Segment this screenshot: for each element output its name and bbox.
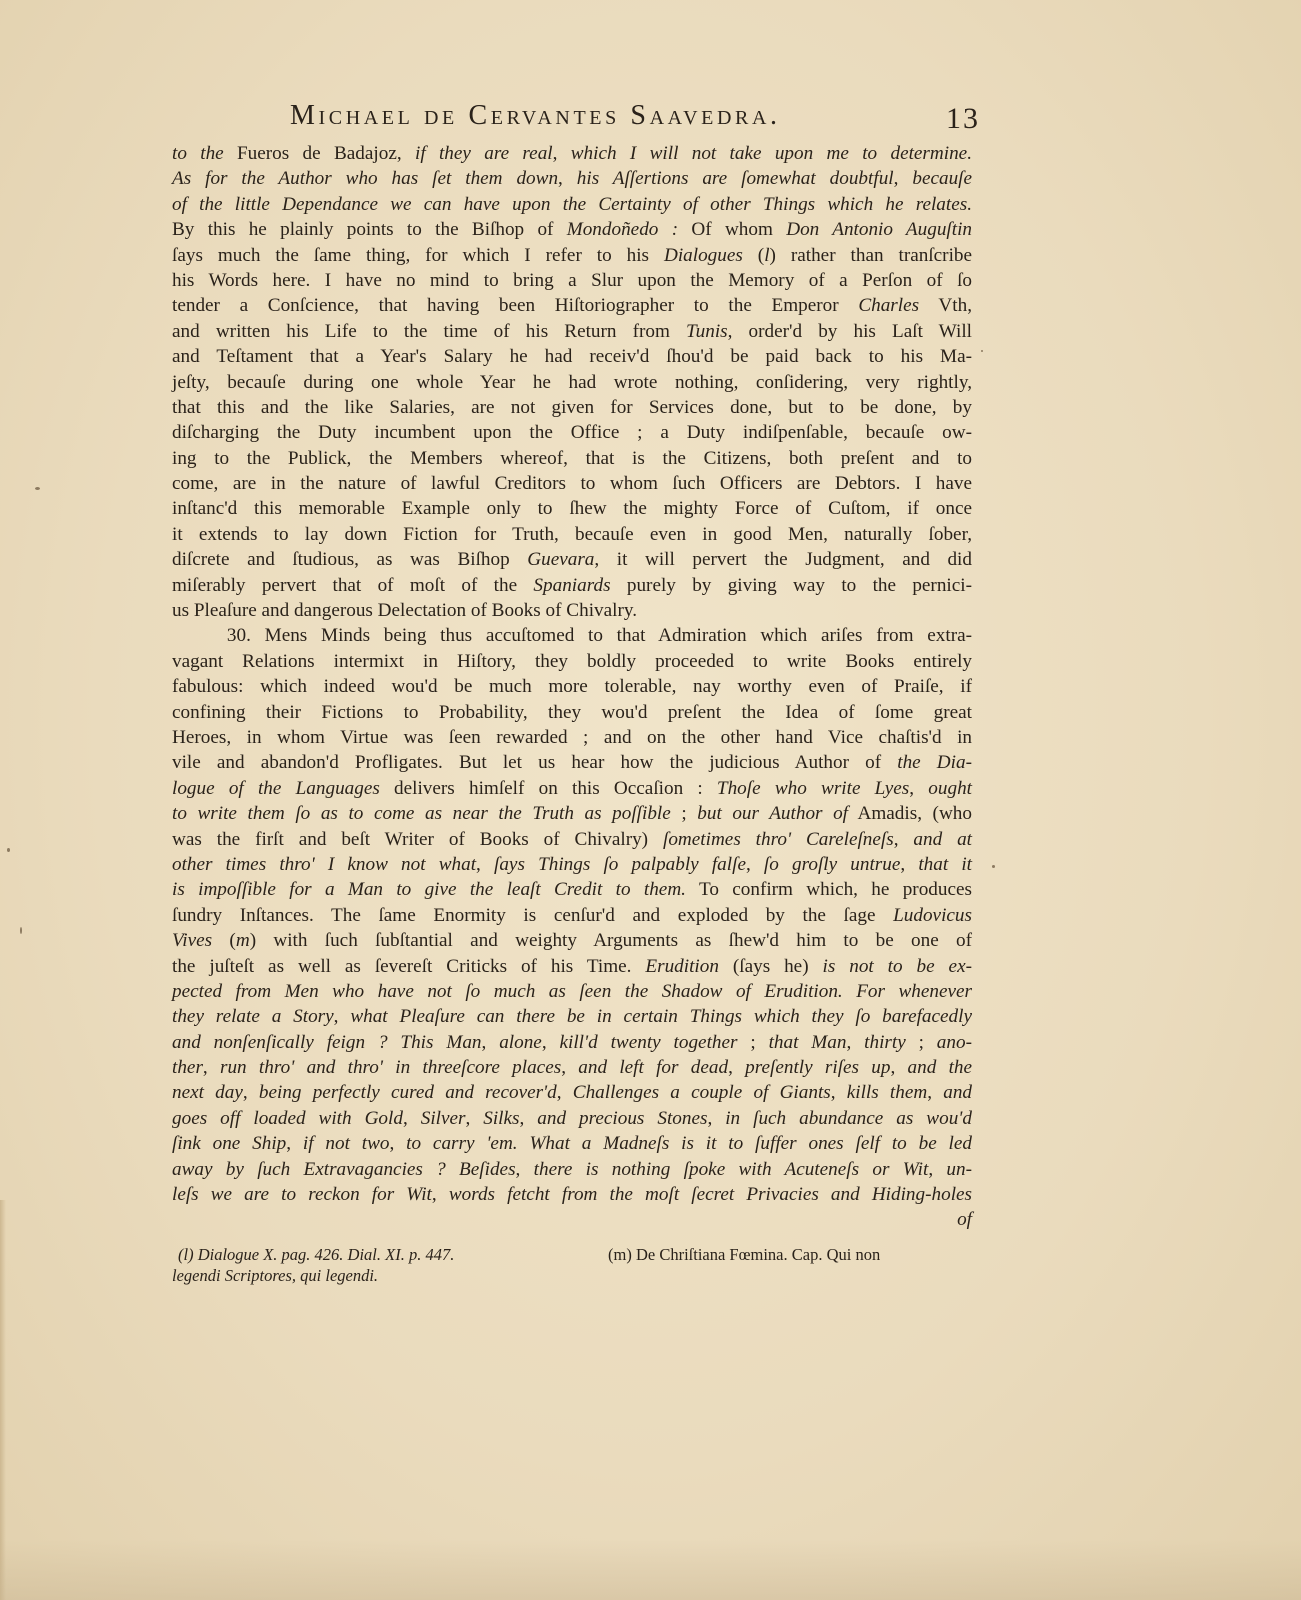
text-line: pected from Men who have not ſo much as ſeen the Shadow of Erudition. For whenever: [172, 980, 972, 1002]
text-line: the juſteſt as well as ſevereſt Criticks of his Time. Erudition (ſays he) is not to be ex-: [172, 955, 972, 977]
paper-speck: [992, 865, 995, 868]
text-line: and Teſtament that a Year's Salary he had receiv'd ſhou'd be paid back to his Ma-: [172, 346, 972, 368]
text-line: of the little Dependance we can have upon the Certainty of other Things which he relates.: [172, 193, 972, 215]
text-line: 30. Mens Minds being thus accuſtomed to that Admiration which ariſes from extra-: [172, 625, 972, 647]
running-title: Michael de Cervantes Saavedra.: [290, 100, 781, 131]
text-line: confining their Fictions to Probability, they wou'd preſent the Idea of ſome great: [172, 701, 972, 723]
text-line: vile and abandon'd Profligates. But let us hear how the judicious Author of the Dia-: [172, 752, 972, 774]
text-line: ing to the Publick, the Members whereof, that is the Citizens, both preſent and to: [172, 447, 972, 469]
text-line: miſerably pervert that of moſt of the Spaniards purely by giving way to the pernici-: [172, 574, 972, 596]
text-line: Vives (m) with ſuch ſubſtantial and weighty Arguments as ſhew'd him to be one of: [172, 930, 973, 952]
text-line: to the Fueros de Badajoz, if they are real, which I will not take upon me to determine.: [172, 143, 972, 164]
page-bottom-shadow: [0, 1540, 1301, 1600]
text-line: his Words here. I have no mind to bring a Slur upon the Memory of a Perſon of ſo: [172, 269, 972, 291]
text-line: ſays much the ſame thing, for which I refer to his Dialogues (l) rather than tranſcribe: [172, 244, 973, 266]
text-line: diſcharging the Duty incumbent upon the Office ; a Duty indiſpenſable, becauſe ow-: [172, 422, 972, 444]
text-line: As for the Author who has ſet them down, his Aſſertions are ſomewhat doubtful, becauſe: [172, 168, 973, 190]
text-line: and written his Life to the time of his Return from Tunis, order'd by his Laſt Will: [172, 320, 973, 342]
text-line: ther, run thro' and thro' in threeſcore places, and left for dead, preſently riſes up, and the: [172, 1057, 973, 1079]
footnote-m: (m) De Chriſtiana Fœmina. Cap. Qui non: [608, 1245, 881, 1264]
text-line: that this and the like Salaries, are not given for Services done, but to be done, by: [172, 396, 972, 418]
text-line: inſtanc'd this memorable Example only to ſhew the mighty Force of Cuſtom, if once: [172, 498, 972, 520]
footnotes: [172, 1244, 972, 1285]
text-line: was the firſt and beſt Writer of Books of Chivalry) ſometimes thro' Careleſneſs, and at: [172, 828, 973, 850]
text-line: vagant Relations intermixt in Hiſtory, they boldly proceeded to write Books entirely: [172, 650, 972, 672]
text-line: fabulous: which indeed wou'd be much more tolerable, nay worthy even of Praiſe, if: [172, 676, 972, 698]
paper-speck: [20, 927, 22, 934]
text-line: next day, being perfectly cured and recover'd, Challenges a couple of Giants, kills them, and: [172, 1082, 973, 1104]
text-line: away by ſuch Extravagancies ? Beſides, there is nothing ſpoke with Acuteneſs or Wit, un-: [172, 1158, 972, 1180]
text-line: ſink one Ship, if not two, to carry 'em. What a Madneſs is it to ſuffer ones ſelf to be led: [172, 1133, 973, 1155]
text-line: Heroes, in whom Virtue was ſeen rewarded ; and on the other hand Vice chaſtis'd in: [172, 726, 972, 748]
paper-speck: [981, 350, 983, 352]
running-head: [290, 100, 980, 140]
text-line: By this he plainly points to the Biſhop of Mondoñedo : Of whom Don Antonio Auguſtin: [172, 219, 973, 241]
text-line: ſundry Inſtances. The ſame Enormity is cenſur'd and exploded by the ſage Ludovicus: [172, 904, 972, 926]
text-line: and nonſenſically feign ? This Man, alone, kill'd twenty together ; that Man, thirty ; ano-: [172, 1031, 972, 1053]
catchword: of: [957, 1209, 972, 1231]
body-text: [172, 141, 972, 1233]
text-line: logue of the Languages delivers himſelf on this Occaſion : Thoſe who write Lyes, ought: [172, 777, 973, 799]
text-line: goes off loaded with Gold, Silver, Silks, and precious Stones, in ſuch abundance as wou'd: [172, 1107, 972, 1129]
footnote-l: (l) Dialogue X. pag. 426. Dial. XI. p. 447.: [178, 1245, 455, 1264]
text-line: leſs we are to reckon for Wit, words fetcht from the moſt ſecret Privacies and Hiding-holes: [172, 1184, 973, 1206]
text-line: is impoſſible for a Man to give the leaſt Credit to them. To confirm which, he produces: [172, 879, 972, 901]
text-line: us Pleaſure and dangerous Delectation of Books of Chivalry.: [172, 600, 638, 622]
text-line: tender a Conſcience, that having been Hiſtoriographer to the Emperor Charles Vth,: [172, 295, 972, 317]
text-line: come, are in the nature of lawful Creditors to whom ſuch Officers are Debtors. I have: [172, 473, 972, 495]
footnote-m-continued: legendi Scriptores, qui legendi.: [172, 1266, 379, 1285]
text-line: jeſty, becauſe during one whole Year he had wrote nothing, conſidering, very rightly,: [172, 371, 972, 393]
text-line: it extends to lay down Fiction for Truth, becauſe even in good Men, naturally ſober,: [172, 523, 972, 545]
text-line: they relate a Story, what Pleaſure can there be in certain Things which they ſo barefacedly: [172, 1006, 972, 1028]
text-line: other times thro' I know not what, ſays Things ſo palpably falſe, ſo groſly untrue, that it: [172, 853, 972, 875]
paper-speck: [35, 487, 40, 490]
paper-speck: [7, 848, 10, 852]
text-line: to write them ſo as to come as near the Truth as poſſible ; but our Author of Amadis, (who: [172, 803, 972, 825]
text-line: diſcrete and ſtudious, as was Biſhop Guevara, it will pervert the Judgment, and did: [172, 549, 972, 571]
page-number: 13: [946, 102, 980, 135]
